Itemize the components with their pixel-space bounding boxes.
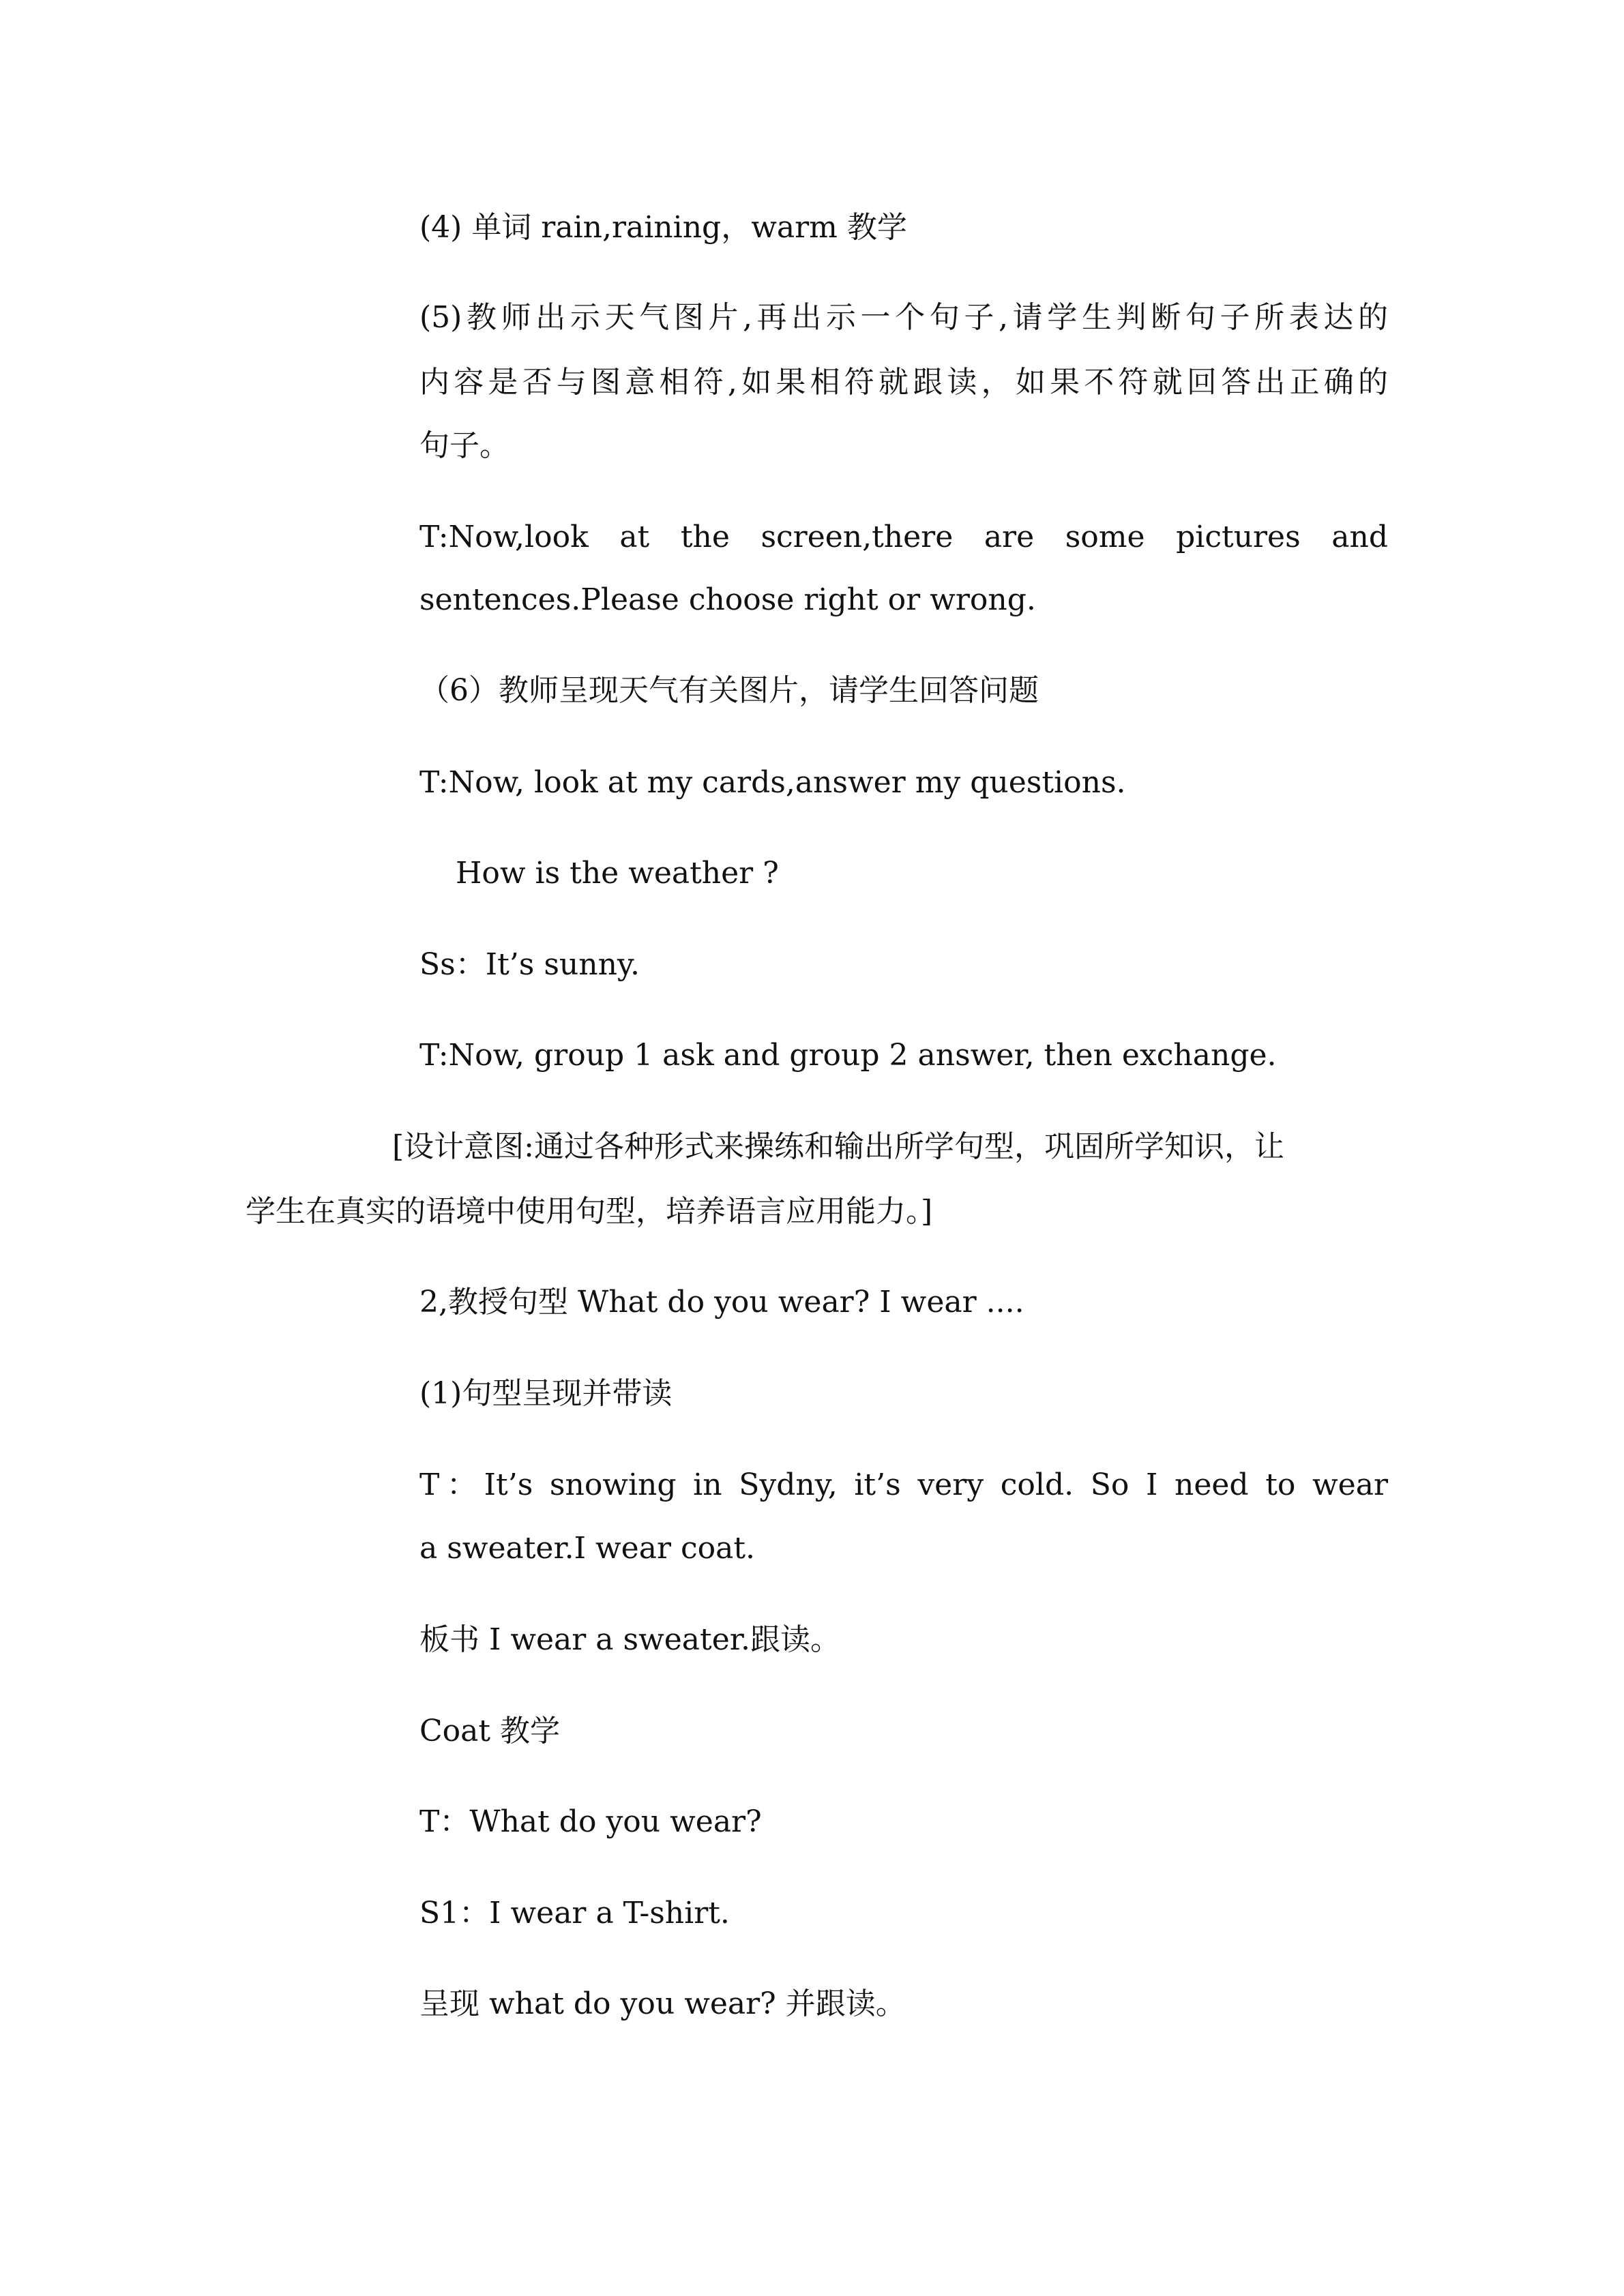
text-line: T：It’s snowing in Sydny, it’s very cold. So I need to wear xyxy=(419,1467,1388,1502)
text-line: T：What do you wear? xyxy=(419,1804,762,1839)
text-line: 内容是否与图意相符,如果相符就跟读，如果不符就回答出正确的 xyxy=(419,365,1388,400)
text-line: T:Now, look at my cards,answer my questions. xyxy=(419,765,1126,800)
text-line: T:Now,look at the screen,there are some pictures and xyxy=(419,520,1388,554)
text-line: 呈现 what do you wear? 并跟读。 xyxy=(419,1986,906,2021)
text-line: （6）教师呈现天气有关图片，请学生回答问题 xyxy=(419,673,1039,708)
text-line: sentences.Please choose right or wrong. xyxy=(419,582,1036,617)
text-line: T:Now, group 1 ask and group 2 answer, then exchange. xyxy=(419,1038,1277,1073)
text-line: Coat 教学 xyxy=(419,1714,561,1748)
text-line: a sweater.I wear coat. xyxy=(419,1531,755,1566)
text-line: 板书 I wear a sweater.跟读。 xyxy=(419,1622,840,1657)
text-line: 句子。 xyxy=(419,428,510,463)
text-line: How is the weather ? xyxy=(456,856,779,891)
text-line: 2,教授句型 What do you wear? I wear .... xyxy=(419,1285,1024,1320)
text-line: (5)教师出示天气图片,再出示一个句子,请学生判断句子所表达的 xyxy=(419,300,1388,335)
text-line: (1)句型呈现并带读 xyxy=(419,1376,673,1411)
design-intent-line: 学生在真实的语境中使用句型，培养语言应用能力。] xyxy=(246,1194,933,1229)
text-line: Ss：It’s sunny. xyxy=(419,947,640,982)
text-line: (4) 单词 rain,raining，warm 教学 xyxy=(419,210,907,245)
text-line: S1：I wear a T-shirt. xyxy=(419,1896,730,1930)
design-intent-line: [设计意图:通过各种形式来操练和输出所学句型，巩固所学知识，让 xyxy=(392,1129,1284,1164)
